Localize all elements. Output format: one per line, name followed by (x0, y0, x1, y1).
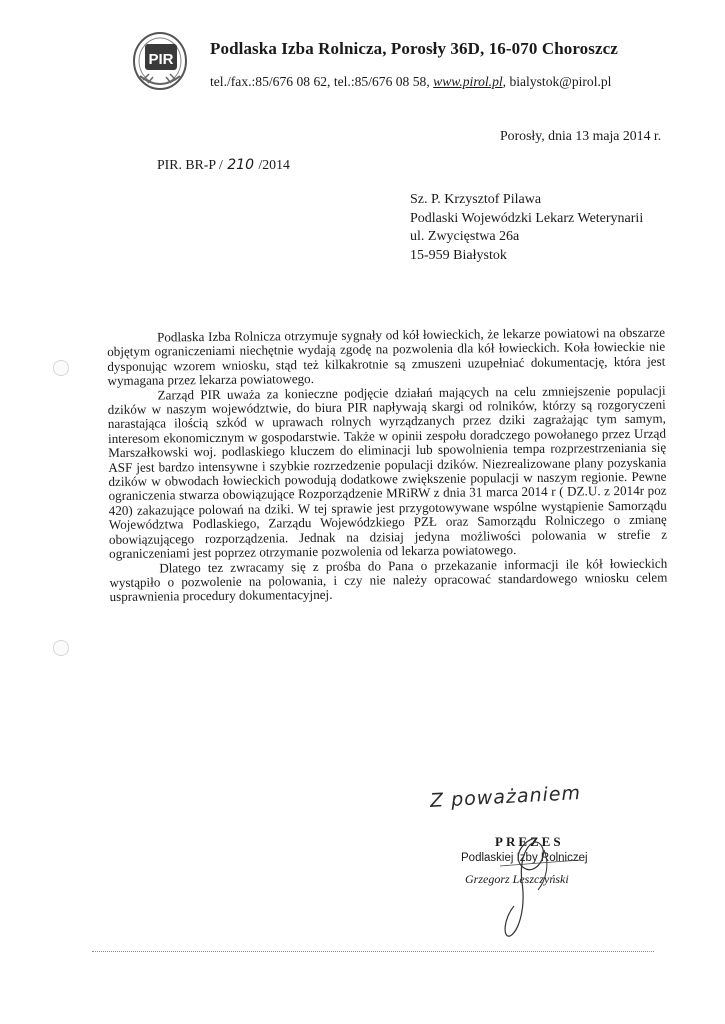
body-paragraph: Podlaska Izba Rolnicza otrzymuje sygnały od kół łowieckich, że lekarze powiatowi na obszarze objętym ograniczeniami niechętnie wydają zgodę na pozwolenia dla kół łowieckich. Koła łowieckie nie dysponując wzorem wniosku, stąd też kilkakrotnie są zmuszeni uzupełniać dokumentację, która jest wymagana przez lekarza powiatowego. (107, 324, 666, 389)
stamp-title: PREZES (495, 834, 564, 849)
organization-header: Podlaska Izba Rolnicza, Porosły 36D, 16-070 Choroszcz (210, 39, 618, 58)
pir-logo (131, 30, 189, 92)
addressee-block (410, 191, 643, 265)
body-paragraph: Dlatego tez zwracamy się z prośba do Pana o przekazanie informacji ile kół łowieckich wystąpiło o pozwolenie na polowania, i czy nie należy opracować standardowego wniosku celem usprawnienia procedury dokumentacyjnej. (109, 555, 668, 605)
contact-phones: tel./fax.:85/676 08 62, tel.:85/676 08 58, (210, 74, 434, 89)
letter-body (107, 326, 668, 605)
addressee-city: 15-959 Białystok (410, 247, 507, 263)
reference-prefix: PIR. BR-P / (157, 157, 227, 172)
contact-line (210, 74, 611, 90)
punch-hole (53, 360, 69, 376)
addressee-title: Podlaski Wojewódzki Lekarz Weterynarii (410, 210, 644, 226)
addressee-street: ul. Zwycięstwa 26a (410, 229, 520, 244)
punch-hole (53, 640, 69, 656)
contact-email: , bialystok@pirol.pl (502, 74, 612, 89)
closing-handwritten: Z poważaniem (429, 782, 582, 812)
date-line: Porosły, dnia 13 maja 2014 r. (500, 128, 662, 143)
stamp-organization: Podlaskiej Izby Rolniczej (461, 852, 588, 864)
reference-number (157, 157, 290, 173)
footer-divider (92, 951, 654, 952)
handwritten-signature (440, 820, 620, 940)
website-link[interactable]: www.pirol.pl (433, 74, 503, 89)
reference-suffix: /2014 (255, 157, 290, 172)
addressee-name: Sz. P. Krzysztof Pilawa (410, 192, 542, 207)
stamp-name: Grzegorz Leszczyński (465, 872, 569, 886)
body-paragraph: Zarząd PIR uważa za konieczne podjęcie działań mających na celu zmniejszenie populacji dzików w naszym województwie, do biura PIR napływają skargi od rolników, którzy są rozgoryczeni narastająca ilością szkód w uprawach rolnych wyrządzanych przez dziki zagrażając tym samym, interesom ekonomicznym w gospodarstwie. Także w opinii zespołu doradczego powołanego przez Urząd Marszałkowski woj. podlaskiego kluczem do eliminacji lub spowolnienia tempa rozprzestrzeniania się ASF jest bardzo intensywne i szybkie rozrzedzenie populacji dzików. Niezrealizowane plany pozyskania dzików w obwodach łowieckich powodują dodatkowe zwiększenie populacji w naszym regionie. Pewne ograniczenia stwarza obowiązujące Rozporządzenie MRiRW z dnia 31 marca 2014 r ( DZ.U. z 2014r poz 420) zakazujące polowań na dziki. W tej sprawie jest przygotowywane wspólne wystąpienie Samorządu Województwa Podlaskiego, Zarządu Wojewódzkiego PZŁ oraz Samorządu Rolniczego o zmianę obowiązującego rozporządzenia. Jednak na dzisiaj jedyna możliwości polowania w strefie z ograniczeniami jest poprzez otrzymanie pozwolenia od lekarza powiatowego. (107, 382, 668, 562)
logo-text: PIR (148, 51, 174, 68)
handwritten-number: 210 (227, 157, 254, 173)
